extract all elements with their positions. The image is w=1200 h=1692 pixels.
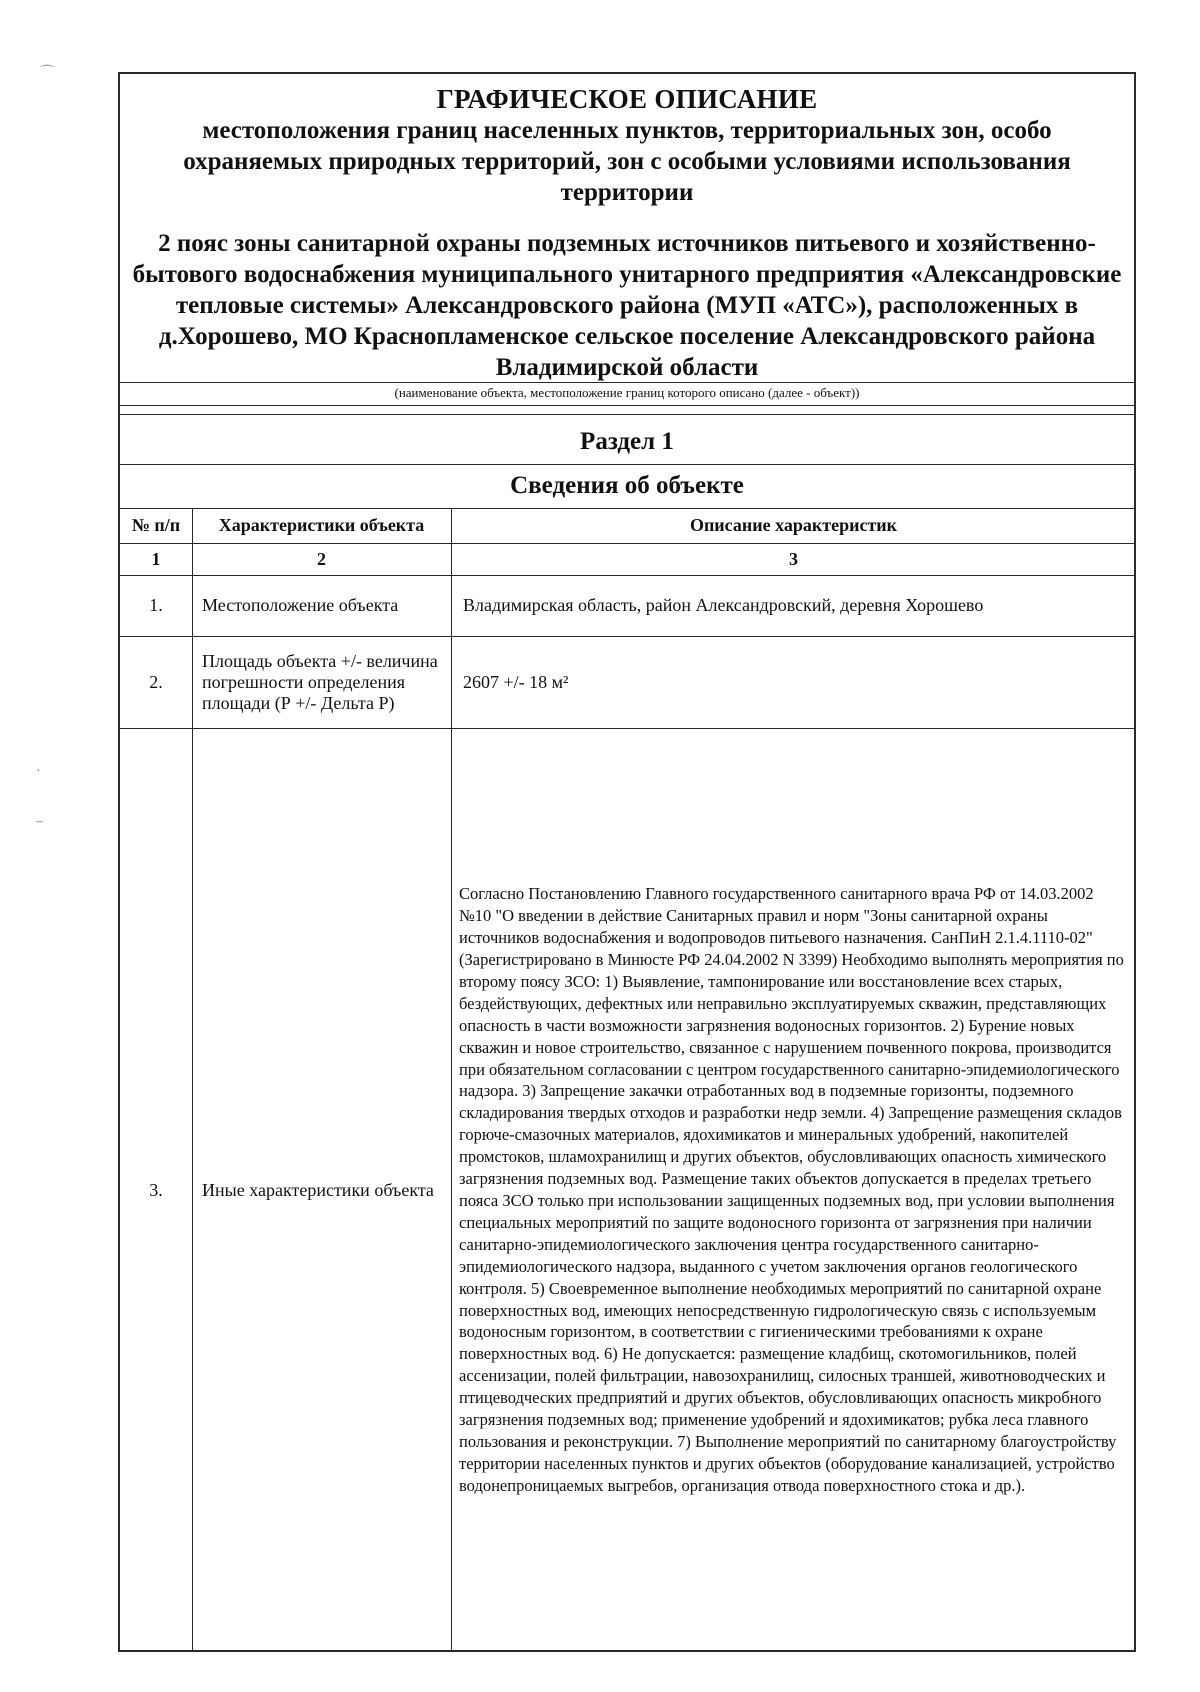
object-name: 2 пояс зоны санитарной охраны подземных источников питьевого и хозяйственно-бытового водоснабжения муниципального унитарного предприятия «Александровские тепловые системы» Александровского района (МУП «АТС»), расположенных в д.Хорошево, МО Краснопламенское сельское поселение Александровского района Владимирской области	[132, 230, 1122, 381]
row-number: 3.	[149, 1179, 163, 1200]
object-caption: (наименование объекта, местоположение границ которого описано (далее - объект))	[394, 385, 860, 400]
row-description: Согласно Постановлению Главного государственного санитарного врача РФ от 14.03.2002 №10 "О введении в действие Санитарных правил и норм "Зоны санитарной охраны источников водоснабжения и водопроводов питьевого назначения. СанПиН 2.1.4.1110-02" (Зарегистрировано в Минюсте РФ 24.04.2002 N 3399) Необходимо выполнять мероприятия по второму поясу ЗСО: 1) Выявление, тампонирование или восстановление всех старых, бездействующих, дефектных или неправильно эксплуатируемых скважин, представляющих опасность в части возможности загрязнения водоносных горизонтов. 2) Бурение новых скважин и новое строительство, связанное с нарушением почвенного покрова, производится при обязательном согласовании с центром государственного санитарно-эпидемиологического надзора. 3) Запрещение закачки отработанных вод в подземные горизонты, подземного складирования твердых отходов и разработки недр земли. 4) Запрещение размещения складов горюче-смазочных материалов, ядохимикатов и минеральных удобрений, накопителей промстоков, шламохранилищ и других объектов, обусловливающих опасность химического загрязнения подземных вод. Размещение таких объектов допускается в пределах третьего пояса ЗСО только при использовании защищенных подземных вод, при условии выполнения специальных мероприятий по защите водоносного горизонта от загрязнения при наличии санитарно-эпидемиологического заключения центра государственного санитарно-эпидемиологического надзора, выданного с учетом заключения органов геологического контроля. 5) Своевременное выполнение необходимых мероприятий по санитарной охране поверхностных вод, имеющих непосредственную гидрологическую связь с используемым водоносным горизонтом, в соответствии с гигиеническими требованиями к охране поверхностных вод. 6) Не допускается: размещение кладбищ, скотомогильников, полей ассенизации, полей фильтрации, навозохранилищ, силосных траншей, животноводческих и птицеводческих предприятий и других объектов, обусловливающих опасность микробного загрязнения подземных вод; применение удобрений и ядохимикатов; рубка леса главного пользования и реконструкции. 7) Выполнение мероприятий по санитарному благоустройству территории населенных пунктов и других объектов (оборудование канализацией, устройство водонепроницаемых выгребов, организация отвода поверхностного стока и др.).	[459, 884, 1124, 1495]
document-subtitle: местоположения границ населенных пунктов, территориальных зон, особо охраняемых природных территорий, зон с особыми условиями использования территории	[183, 117, 1071, 206]
document-sheet	[118, 72, 1136, 1652]
row-characteristic: Местоположение объекта	[202, 595, 399, 615]
scan-mark: ⌒	[40, 66, 54, 81]
title-block	[120, 74, 1134, 382]
column-number: 1	[151, 548, 161, 569]
header-description: Описание характеристик	[689, 515, 898, 535]
row-number: 1.	[149, 595, 163, 615]
document-title: ГРАФИЧЕСКОЕ ОПИСАНИЕ	[436, 84, 818, 114]
row-number: 2.	[149, 671, 163, 692]
row-description: Владимирская область, район Александровский, деревня Хорошево	[463, 595, 984, 615]
row-characteristic: Иные характеристики объекта	[202, 1179, 434, 1200]
divider-line	[120, 405, 1134, 406]
column-number: 2	[317, 548, 326, 569]
section-title: Раздел 1	[580, 428, 674, 455]
scan-mark: ·	[36, 764, 41, 779]
header-characteristic: Характеристики объекта	[218, 515, 425, 535]
column-number: 3	[789, 548, 798, 569]
divider-line	[120, 464, 1134, 465]
scan-mark: –	[36, 814, 43, 829]
row-characteristic: Площадь объекта +/- величина погрешности определения площади (Р +/- Дельта Р)	[202, 650, 438, 713]
row-description: 2607 +/- 18 м²	[463, 671, 569, 692]
header-number: № п/п	[131, 515, 181, 535]
section-subtitle: Сведения об объекте	[510, 472, 744, 499]
divider-line	[120, 382, 1134, 383]
divider-line	[120, 414, 1134, 415]
